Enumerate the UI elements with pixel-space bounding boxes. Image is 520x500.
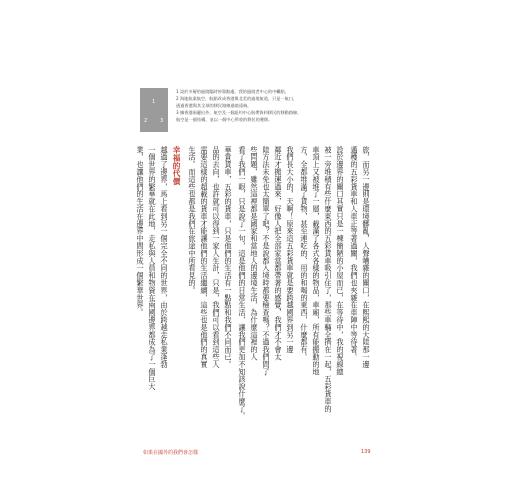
section-number: 1	[152, 99, 156, 105]
text-column: 品的去向，也許就可以得到一家人生計，只是，我們可以看到這些人	[212, 146, 221, 368]
text-column: 一個世界的繁華就在此地，走私與人員和物資在兩國邊界都成為了一個巨大	[148, 146, 157, 391]
text-column: 越過了邊界，馬上看到另一個完全不同的世界，由於跨越走私業蓬勃	[160, 146, 169, 368]
footnote-line: 1 設於多層的過境臨時停靠點處，我的過境者中心的中繼點。	[176, 89, 289, 94]
text-column: 業，也讓他們的生活在邊界中間形成一個繁華世界。	[136, 146, 145, 317]
text-column: 旅，而另一邊則是環境髒亂，人聲嘈雜的關口，在熙熙的大陸那一邊	[362, 146, 371, 368]
section-number: 3	[160, 118, 164, 124]
section-number-block	[140, 88, 168, 132]
section-number: 2	[144, 118, 148, 124]
text-column: 我們長大小的，天啊！原來這五彩貨車就是要跨越國界到另一邊	[286, 146, 295, 354]
text-column: 邁穫的五彩貨車和人車正等著過關，我們也夾雜在車陣中等待著。	[350, 146, 359, 361]
text-column: 陸方法未免也太簡單了吧？不是說都入境時都要檢查嗎？不過我們問了	[262, 146, 271, 376]
footnotes	[176, 88, 376, 123]
section-heading: 幸福的代價	[172, 146, 181, 185]
footnote-line: 2 海地航業航空，航點改成香港與北美的過境航道，只是一航口，	[176, 96, 298, 101]
text-column: 看了我們一眼，只是說了一句，這是他們的日常生活，讓我們更加不知該說什麼了。	[238, 146, 247, 420]
text-column: 些問題，雖然這裡都是國家和當地人的邊境生活，為什麼這裡的人	[250, 146, 259, 361]
running-footer: 如果在國外的我們會怎樣	[143, 450, 199, 456]
text-column: 車頂上又被堆了一層，載滿了各式各樣的物品，車廂，所有能搬動的地	[312, 146, 321, 376]
text-column: 生活。而這些也都是我們在旅途中所看見的。	[188, 146, 197, 294]
text-column: 華貴貨車，五彩的貨車，只是他們的生活有一點點和我們不同而已。	[224, 146, 233, 368]
text-column: 方，全都堆滿了貨物，甚至連吃的、用的和喝的東西，什麼都有。	[300, 146, 309, 361]
footnote-line: 3 據香港兩邊出外，航空及一個紐約中心航帶資料移民的移動路線，	[176, 110, 302, 115]
text-column: 鄰近才搬運過來，好像人把全部家當都帶著的感覺，我們才不會太	[274, 146, 283, 361]
footnote-line: 航空是一個結構，並以一個中心所收的移民的遷移。	[176, 117, 273, 122]
text-column: 需要這樣的超載的貨車才能讓他們的生活繼續，這些也是他們的真實	[200, 146, 209, 368]
page-number: 139	[361, 449, 371, 455]
text-column: 設於邊界的關口其實只是一棟簡陋的小屋而已，在等待中，我的視線總	[336, 146, 345, 376]
text-column: 被一旁堆積有些什麼東西的五彩貨車吸引住了，那些車輛全擠在一起，五彩貨車的	[324, 146, 333, 413]
footnote-line: 通過香港與其全球的移民路線過境遠端，	[176, 103, 252, 108]
